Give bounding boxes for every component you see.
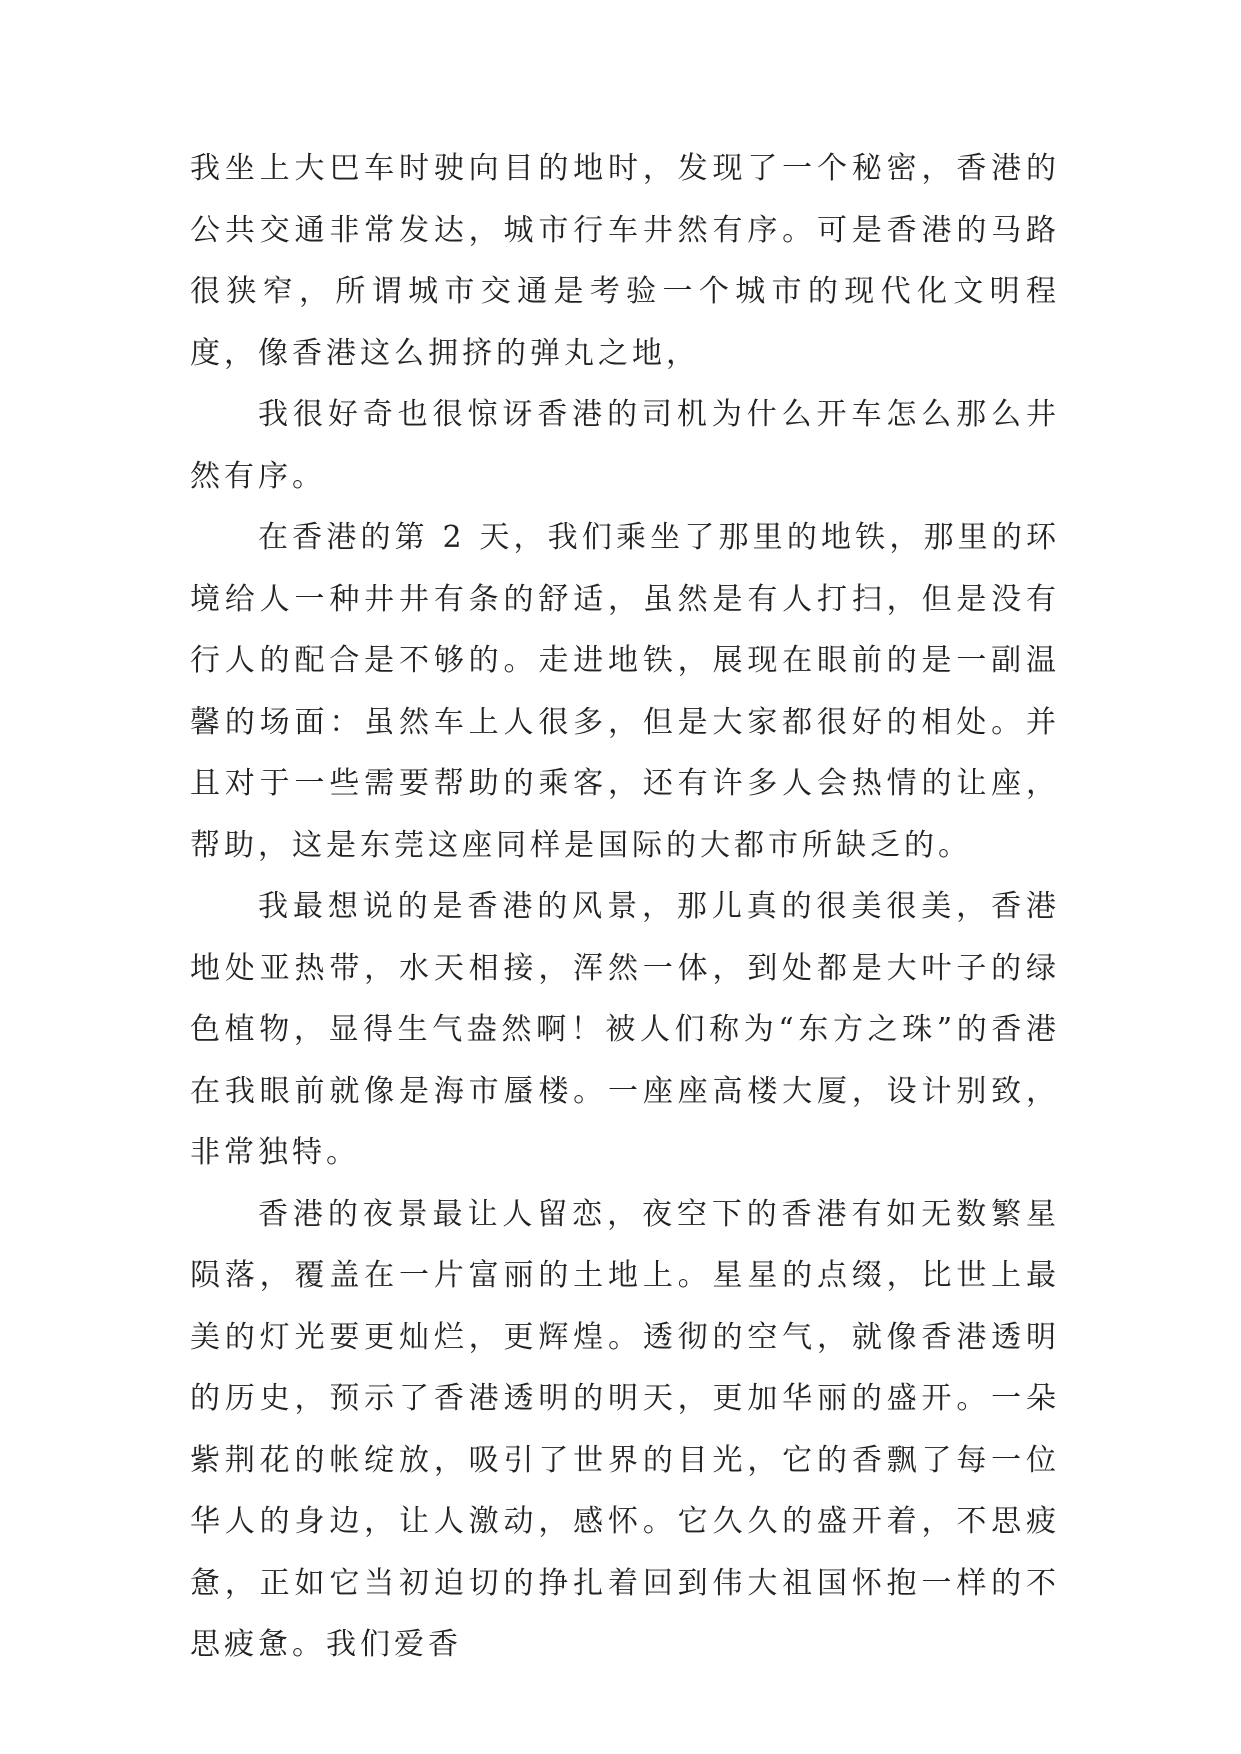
paragraph-3: 在香港的第 2 天，我们乘坐了那里的地铁，那里的环境给人一种井井有条的舒适，虽然是有人打扫，但是没有行人的配合是不够的。走进地铁，展现在眼前的是一副温馨的场面：虽然车上人很多，但是大家都很好的相处。并且对于一些需要帮助的乘客，还有许多人会热情的让座，帮助，这是东莞这座同样是国际的大都市所缺乏的。 — [190, 520, 1060, 863]
paragraph-4: 我最想说的是香港的风景，那儿真的很美很美，香港地处亚热带，水天相接，浑然一体，到处都是大叶子的绿色植物，显得生气盎然啊！被人们称为“东方之珠”的香港在我眼前就像是海市蜃楼。一座座高楼大厦，设计别致，非常独特。 — [190, 889, 1060, 1170]
paragraph-1: 我坐上大巴车时驶向目的地时，发现了一个秘密，香港的公共交通非常发达，城市行车井然有序。可是香港的马路很狭窄，所谓城市交通是考验一个城市的现代化文明程度，像香港这么拥挤的弹丸之地， — [190, 151, 1060, 371]
document-body — [190, 138, 1060, 1676]
paragraph-2: 我很好奇也很惊讶香港的司机为什么开车怎么那么井然有序。 — [190, 397, 1060, 494]
paragraph-5: 香港的夜景最让人留恋，夜空下的香港有如无数繁星陨落，覆盖在一片富丽的土地上。星星的点缀，比世上最美的灯光要更灿烂，更辉煌。透彻的空气，就像香港透明的历史，预示了香港透明的明天，更加华丽的盛开。一朵紫荆花的帐绽放，吸引了世界的目光，它的香飘了每一位华人的身边，让人激动，感怀。它久久的盛开着，不思疲惫，正如它当初迫切的挣扎着回到伟大祖国怀抱一样的不思疲惫。我们爱香 — [190, 1196, 1060, 1662]
